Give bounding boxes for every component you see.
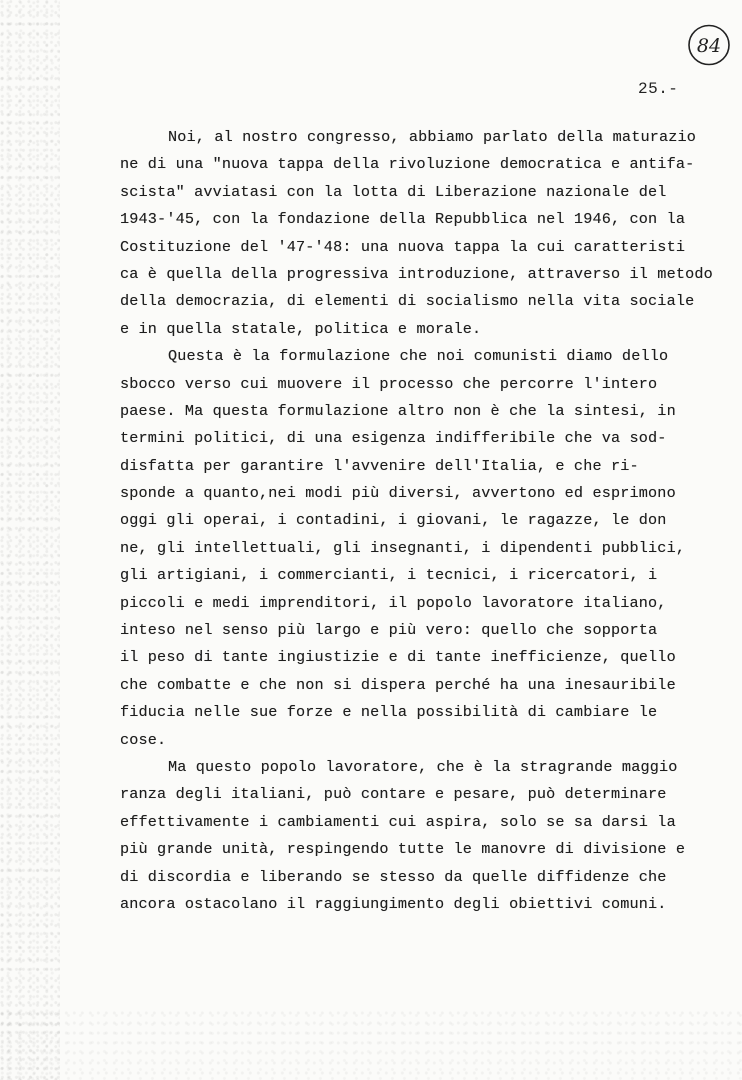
text-line: di discordia e liberando se stesso da quelle diffidenze che [120, 867, 667, 886]
text-line: Costituzione del '47-'48: una nuova tappa la cui caratteristi [120, 237, 686, 256]
paragraph-1 [120, 124, 720, 343]
text-line: ne di una "nuova tappa della rivoluzione democratica e antifa- [120, 155, 695, 174]
text-line: fiducia nelle sue forze e nella possibilità di cambiare le [120, 703, 658, 722]
text-line: ranza degli italiani, può contare e pesare, può determinare [120, 785, 667, 804]
text-line: e in quella statale, politica e morale. [120, 319, 482, 338]
text-line: oggi gli operai, i contadini, i giovani, le ragazze, le don [120, 511, 667, 530]
text-line: più grande unità, respingendo tutte le manovre di divisione e [120, 840, 686, 859]
text-line: ca è quella della progressiva introduzione, attraverso il metodo [120, 264, 713, 283]
text-line: cose. [120, 730, 167, 749]
text-line: ne, gli intellettuali, gli insegnanti, i dipendenti pubblici, [120, 538, 686, 557]
paragraph-3 [120, 754, 720, 918]
text-line: inteso nel senso più largo e più vero: quello che sopporta [120, 621, 658, 640]
text-line: sponde a quanto,nei modi più diversi, avvertono ed esprimono [120, 484, 676, 503]
text-line: ancora ostacolano il raggiungimento degli obiettivi comuni. [120, 894, 667, 913]
text-line: 1943-'45, con la fondazione della Repubblica nel 1946, con la [120, 210, 686, 229]
text-line: gli artigiani, i commercianti, i tecnici, i ricercatori, i [120, 566, 658, 585]
paragraph-2 [120, 343, 720, 754]
margin-noise [0, 0, 60, 1080]
page-number: 25.- [638, 80, 679, 98]
text-line: scista" avviatasi con la lotta di Liberazione nazionale del [120, 182, 667, 201]
text-line: effettivamente i cambiamenti cui aspira, solo se sa darsi la [120, 812, 676, 831]
text-line: Questa è la formulazione che noi comunisti diamo dello [168, 347, 669, 366]
body-text [120, 124, 720, 918]
text-line: Ma questo popolo lavoratore, che è la stragrande maggio [168, 757, 678, 776]
text-line: il peso di tante ingiustizie e di tante inefficienze, quello [120, 648, 676, 667]
text-line: paese. Ma questa formulazione altro non è che la sintesi, in [120, 401, 676, 420]
text-line: che combatte e che non si dispera perché ha una inesauribile [120, 675, 676, 694]
archive-stamp [686, 22, 732, 68]
text-line: termini politici, di una esigenza indifferibile che va sod- [120, 429, 667, 448]
text-line: disfatta per garantire l'avvenire dell'Italia, e che ri- [120, 456, 639, 475]
text-line: piccoli e medi imprenditori, il popolo lavoratore italiano, [120, 593, 667, 612]
text-line: Noi, al nostro congresso, abbiamo parlato della maturazio [168, 128, 697, 146]
bottom-noise [0, 1010, 742, 1080]
text-line: sbocco verso cui muovere il processo che percorre l'intero [120, 374, 658, 393]
stamp-number: 84 [696, 35, 722, 57]
text-line: della democrazia, di elementi di socialismo nella vita sociale [120, 292, 695, 311]
